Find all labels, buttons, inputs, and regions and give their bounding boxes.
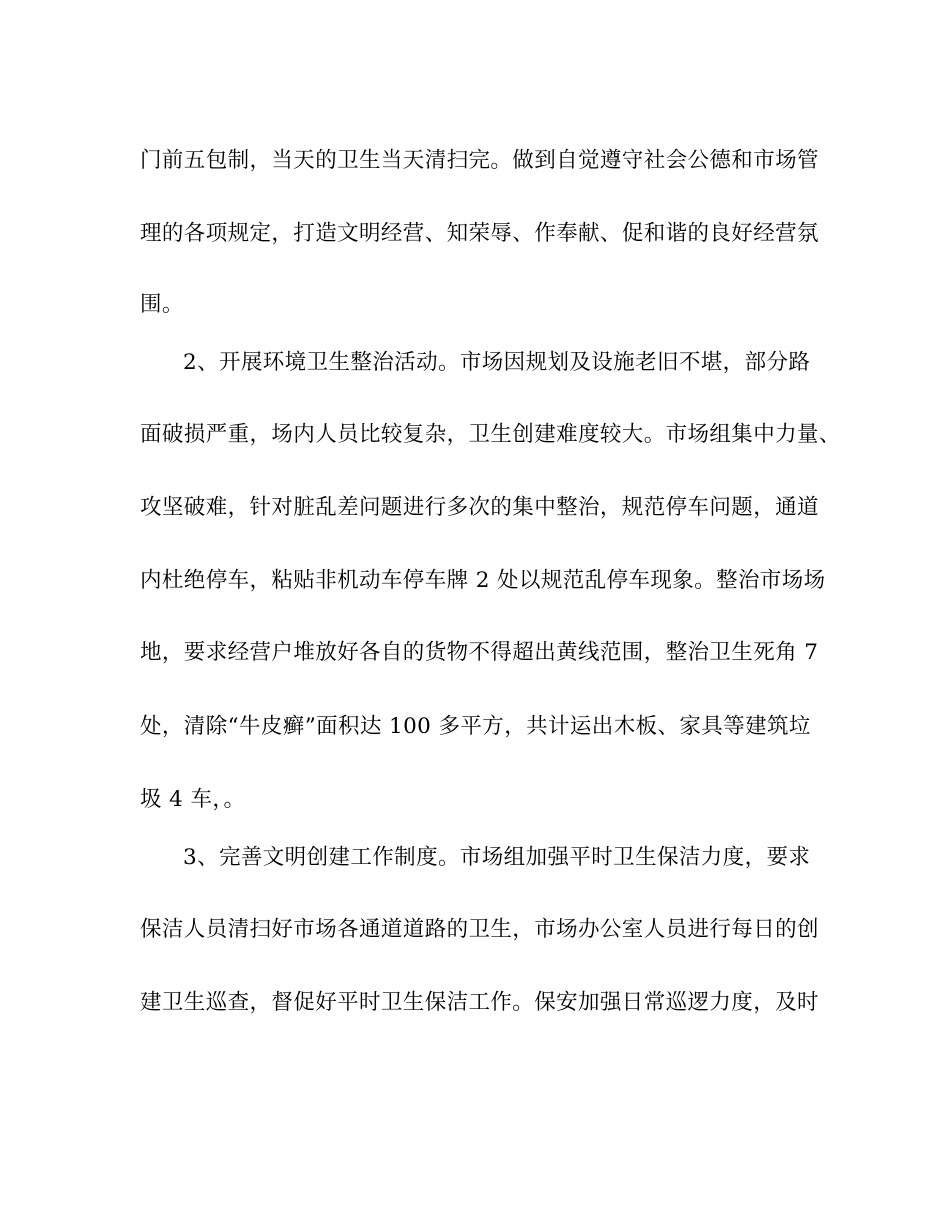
paragraph-3-line-1: 3、完善文明创建工作制度。市场组加强平时卫生保洁力度，要求 — [183, 845, 811, 870]
text-line-9: 处，清除“牛皮癣”面积达 100 多平方，共计运出木板、家具等建筑垃 — [140, 714, 811, 739]
text-line-3: 围。 — [140, 292, 184, 317]
text-line-5: 面破损严重，场内人员比较复杂，卫生创建难度较大。市场组集中力量、 — [140, 422, 841, 447]
text-line-7: 内杜绝停车，粘贴非机动车停车牌 2 处以规范乱停车现象。整治市场场 — [140, 568, 826, 593]
text-line-1: 门前五包制，当天的卫生当天清扫完。做到自觉遵守社会公德和市场管 — [140, 148, 819, 173]
text-line-12: 保洁人员清扫好市场各通道道路的卫生，市场办公室人员进行每日的创 — [140, 917, 819, 942]
text-line-13: 建卫生巡查，督促好平时卫生保洁工作。保安加强日常巡逻力度，及时 — [140, 990, 819, 1015]
text-line-8: 地，要求经营户堆放好各自的货物不得超出黄线范围，整治卫生死角 7 — [140, 640, 819, 665]
paragraph-2-line-1: 2、开展环境卫生整治活动。市场因规划及设施老旧不堪，部分路 — [183, 350, 811, 375]
text-line-2: 理的各项规定，打造文明经营、知荣辱、作奉献、促和谐的良好经营氛 — [140, 221, 819, 246]
text-line-6: 攻坚破难，针对脏乱差问题进行多次的集中整治，规范停车问题，通道 — [140, 495, 819, 520]
text-line-10: 圾 4 车，。 — [140, 787, 246, 812]
